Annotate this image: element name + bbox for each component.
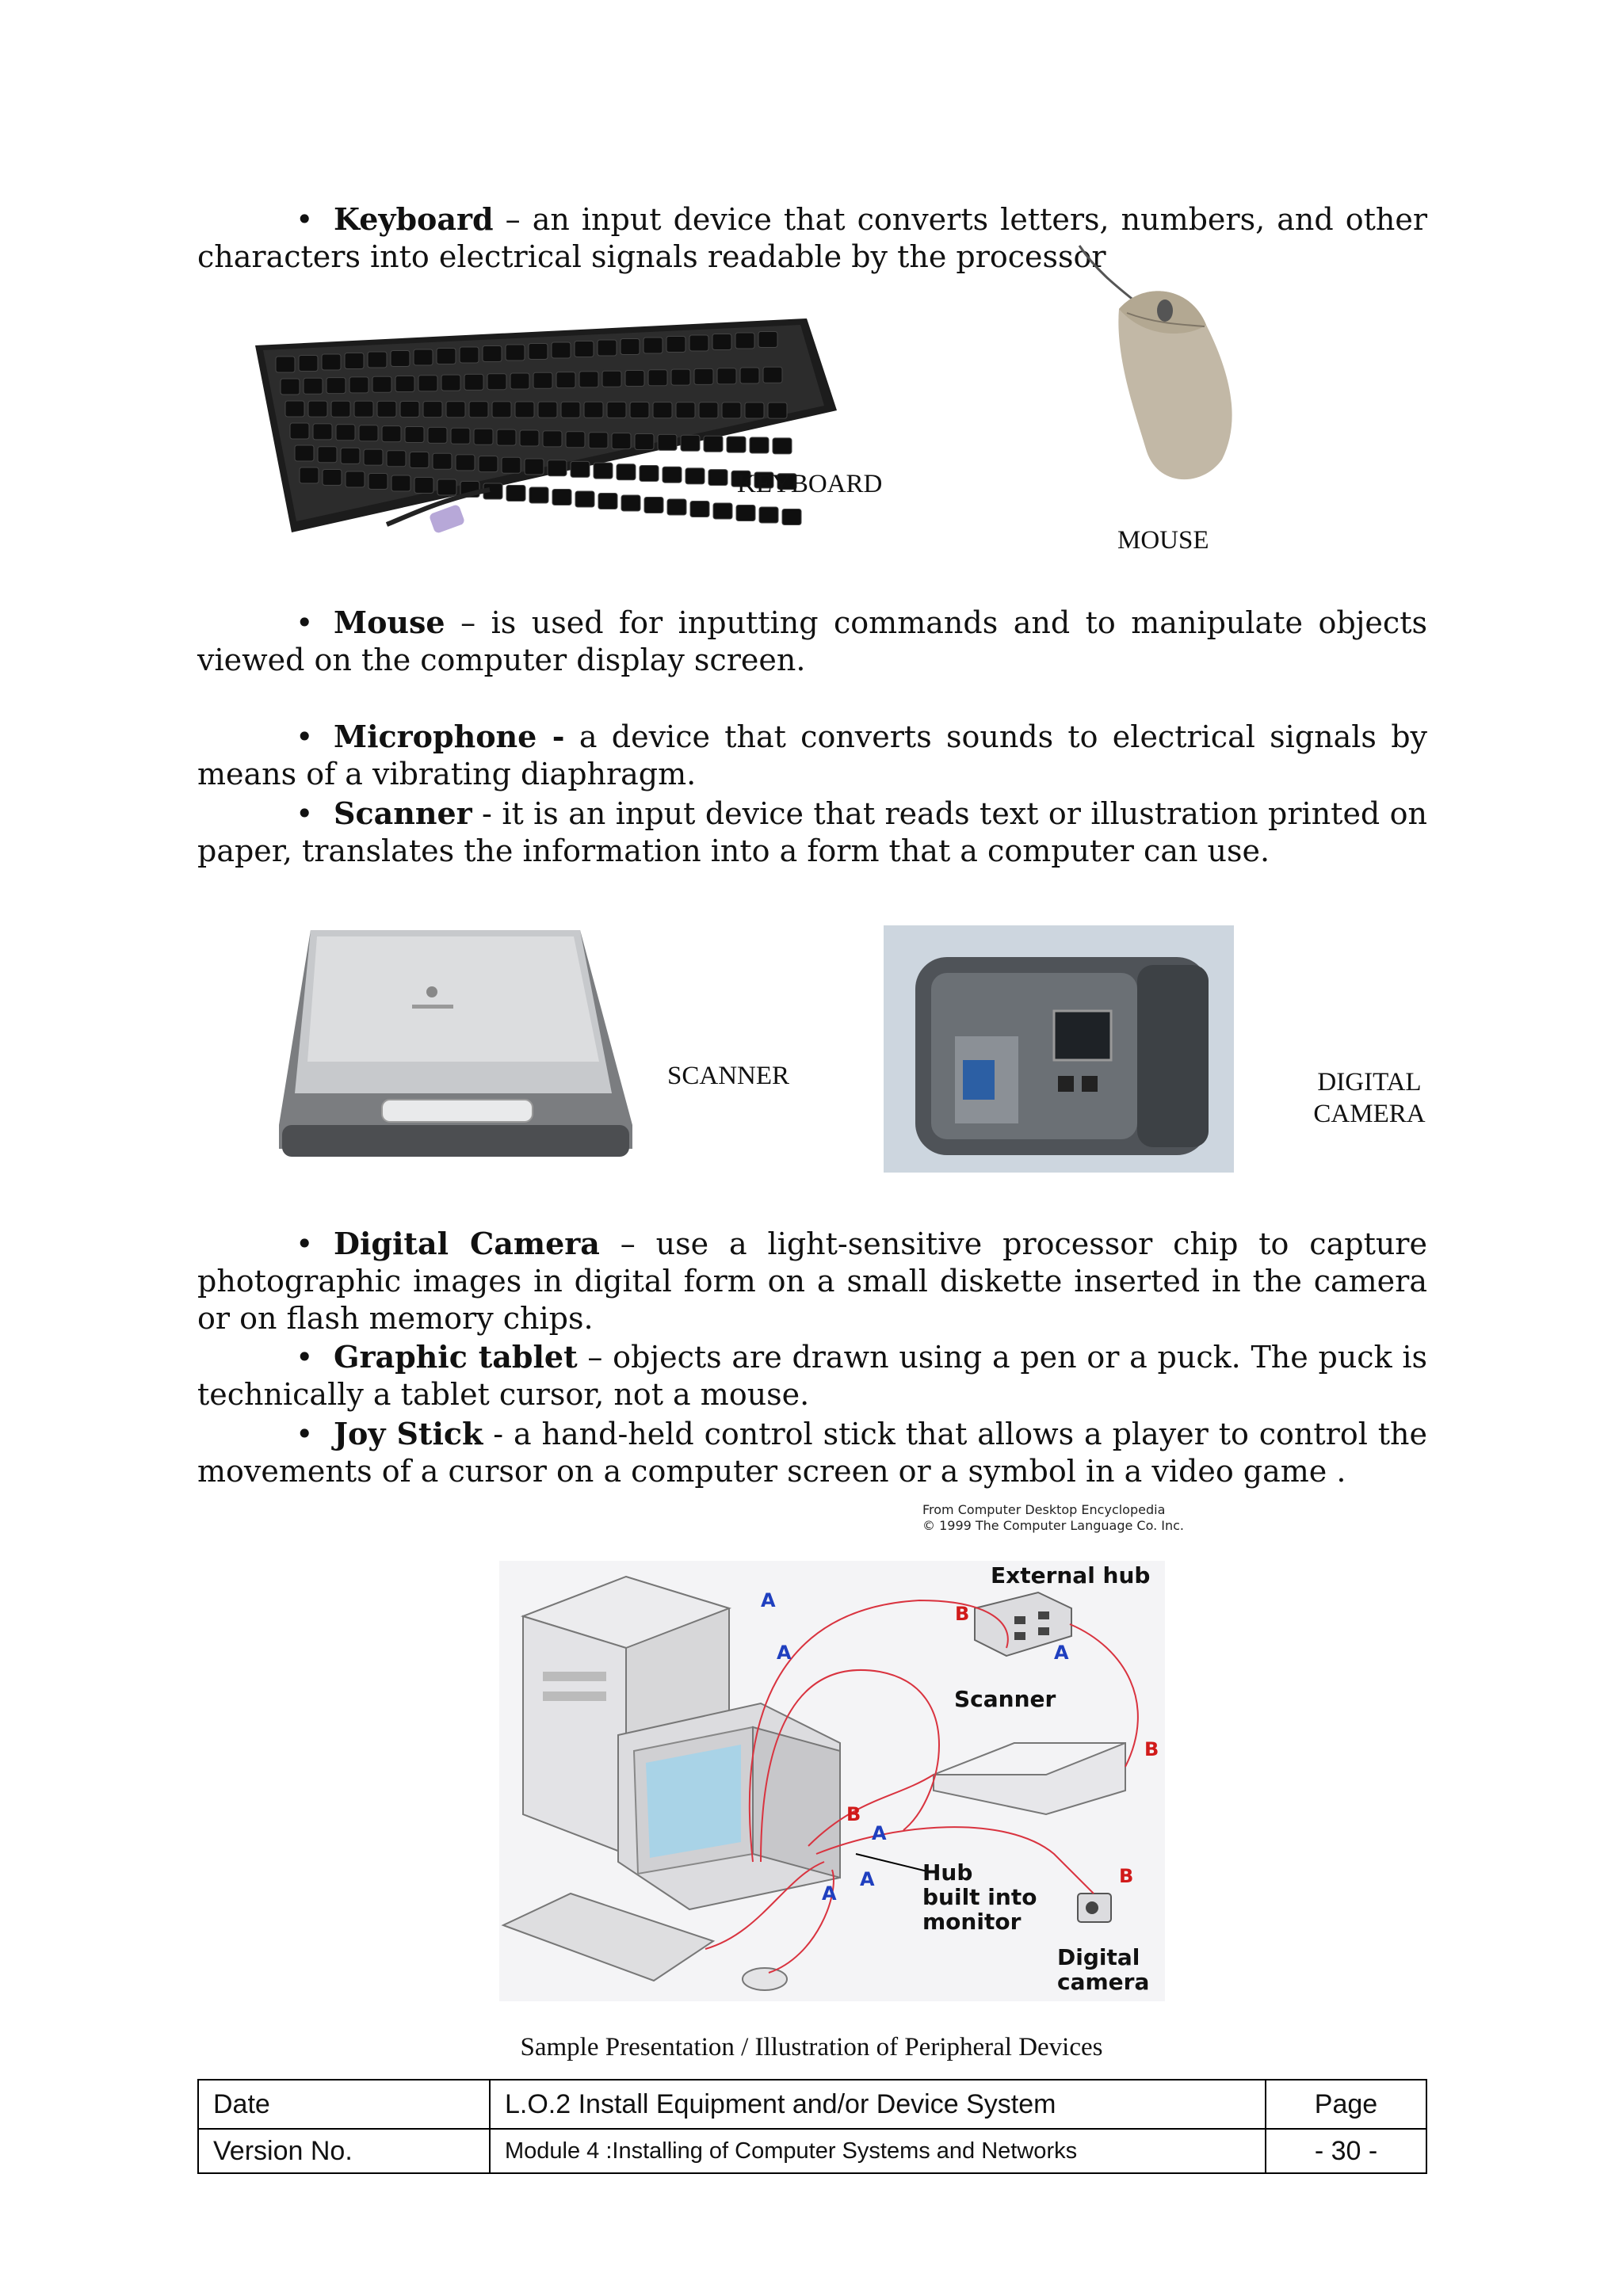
keyboard-key xyxy=(708,470,727,486)
hub-label-line2: built into xyxy=(922,1884,1037,1910)
keyboard-key xyxy=(418,376,437,391)
keyboard-caption: KEYBOARD xyxy=(737,470,883,498)
date-label: Date xyxy=(198,2080,490,2129)
graphic-tablet-paragraph xyxy=(197,1338,1427,1413)
keyboard-key xyxy=(354,401,373,417)
keyboard-key xyxy=(736,505,755,521)
hub-label-line1: Hub xyxy=(922,1859,973,1886)
mouse-description: is used for inputting commands and to manipulate objects viewed on the computer display screen. xyxy=(197,605,1427,677)
keyboard-key xyxy=(763,367,782,383)
bullet-icon: • xyxy=(296,1340,314,1375)
scanner-image xyxy=(279,927,632,1161)
scanner-term: Scanner xyxy=(334,795,472,831)
keyboard-key xyxy=(515,402,534,418)
keyboard-description: an input device that converts letters, numbers, and other characters into electrical signals readable by the processor xyxy=(197,202,1427,274)
digital-camera-label-line1: Digital xyxy=(1057,1944,1140,1970)
digital-camera-term: Digital Camera xyxy=(334,1226,600,1261)
microphone-term: Microphone - xyxy=(334,719,565,754)
keyboard-key xyxy=(391,351,410,367)
keyboard-key xyxy=(635,434,654,450)
bullet-icon: • xyxy=(296,1226,314,1261)
mouse-image xyxy=(1071,238,1285,491)
diagram-credit-line1: From Computer Desktop Encyclopedia xyxy=(922,1502,1166,1517)
keyboard-key xyxy=(331,401,350,417)
joystick-paragraph xyxy=(197,1415,1427,1490)
keyboard-key xyxy=(648,370,667,386)
scanner-paragraph xyxy=(197,795,1427,870)
microphone-paragraph xyxy=(197,718,1427,793)
keyboard-key xyxy=(529,344,548,360)
port-b-label: B xyxy=(1119,1865,1134,1887)
port-a-label: A xyxy=(822,1882,837,1905)
keyboard-key xyxy=(571,461,590,477)
keyboard-key xyxy=(341,448,360,463)
digital-camera-caption xyxy=(1300,1066,1439,1130)
keyboard-term: Keyboard xyxy=(334,201,494,237)
keyboard-key xyxy=(556,372,575,388)
keyboard-key xyxy=(782,509,801,525)
keyboard-key xyxy=(437,349,456,364)
separator: - xyxy=(483,1417,514,1451)
digital-camera-label-line2: camera xyxy=(1057,1969,1150,1995)
microphone-description: a device that converts sounds to electrical signals by means of a vibrating diaphragm. xyxy=(197,719,1427,791)
keyboard-key xyxy=(750,437,769,453)
digital-camera-caption-line1: DIGITAL xyxy=(1317,1068,1422,1097)
joystick-description: a hand-held control stick that allows a player to control the movements of a cursor on a computer screen or a symbol in a video game . xyxy=(197,1417,1427,1489)
keyboard-key xyxy=(607,402,626,418)
keyboard-key xyxy=(722,402,741,418)
separator: - xyxy=(472,796,502,831)
keyboard-key xyxy=(598,494,617,509)
keyboard-key xyxy=(575,341,594,357)
keyboard-key xyxy=(561,402,580,418)
lo-title: L.O.2 Install Equipment and/or Device System xyxy=(490,2080,1266,2129)
keyboard-key xyxy=(364,449,383,465)
keyboard-key xyxy=(369,474,388,490)
digital-camera-paragraph xyxy=(197,1225,1427,1337)
diagram-credit xyxy=(922,1502,1184,1534)
keyboard-key xyxy=(566,432,585,448)
keyboard-key xyxy=(414,349,433,365)
bullet-icon: • xyxy=(296,202,314,237)
keyboard-key xyxy=(630,402,649,418)
keyboard-key xyxy=(552,490,571,505)
keyboard-key xyxy=(483,346,502,362)
keyboard-key xyxy=(621,339,640,355)
keyboard-key xyxy=(295,445,314,461)
keyboard-key xyxy=(773,438,792,454)
keyboard-key xyxy=(713,503,732,519)
keyboard-key xyxy=(520,430,539,446)
keyboard-key xyxy=(299,356,318,372)
keyboard-key xyxy=(548,460,567,476)
keyboard-key xyxy=(437,479,456,495)
keyboard-key xyxy=(533,372,552,388)
digital-camera-description: use a light-sensitive processor chip to capture photographic images in digital form on a small diskette inserted in the camera or on flash memory chips. xyxy=(197,1226,1427,1336)
keyboard-key xyxy=(768,402,787,418)
version-label: Version No. xyxy=(198,2129,490,2173)
keyboard-key xyxy=(640,466,659,482)
port-b-label: B xyxy=(846,1803,861,1825)
graphic-tablet-description: objects are drawn using a pen or a puck. The puck is technically a tablet cursor, not a mouse. xyxy=(197,1340,1427,1412)
separator xyxy=(565,719,579,754)
keyboard-key xyxy=(308,401,327,417)
digital-camera-image xyxy=(884,925,1234,1173)
external-hub-label: External hub xyxy=(991,1562,1151,1589)
keyboard-image xyxy=(252,301,838,539)
keyboard-key xyxy=(538,402,557,418)
bullet-icon: • xyxy=(296,605,314,640)
keyboard-key xyxy=(712,334,731,350)
keyboard-key xyxy=(346,471,365,487)
keyboard-key xyxy=(758,332,777,348)
separator: – xyxy=(577,1340,613,1375)
keyboard-key xyxy=(621,495,640,511)
keyboard-key xyxy=(643,338,663,353)
keyboard-key xyxy=(510,373,529,389)
port-b-label: B xyxy=(955,1603,970,1625)
keyboard-key xyxy=(410,452,429,468)
separator: – xyxy=(599,1226,656,1261)
keyboard-key xyxy=(699,402,718,418)
module-title: Module 4 :Installing of Computer Systems and Networks xyxy=(490,2129,1266,2173)
keyboard-key xyxy=(313,424,332,440)
keyboard-key xyxy=(456,455,475,471)
keyboard-key xyxy=(666,337,685,353)
keyboard-key xyxy=(433,453,452,469)
bullet-icon: • xyxy=(296,796,314,831)
port-a-label: A xyxy=(777,1642,792,1664)
keyboard-key xyxy=(667,499,686,515)
keyboard-key xyxy=(300,467,319,483)
keyboard-key xyxy=(653,402,672,418)
keyboard-key xyxy=(377,401,396,417)
port-a-label: A xyxy=(1054,1642,1069,1664)
keyboard-key xyxy=(387,451,406,467)
keyboard-key xyxy=(552,342,571,358)
scanner-label: Scanner xyxy=(954,1686,1056,1712)
keyboard-key xyxy=(671,369,690,385)
keyboard-key xyxy=(382,426,401,442)
keyboard-key xyxy=(405,427,424,443)
keyboard-key xyxy=(451,428,470,444)
keyboard-key xyxy=(322,354,341,370)
keyboard-key xyxy=(543,431,562,447)
keyboard-key xyxy=(579,372,598,387)
keyboard-key xyxy=(594,463,613,479)
keyboard-key xyxy=(745,402,764,418)
keyboard-key xyxy=(492,402,511,418)
mouse-term: Mouse xyxy=(334,605,445,640)
keyboard-key xyxy=(717,368,736,384)
keyboard-key xyxy=(658,434,677,450)
keyboard-key xyxy=(423,402,442,418)
keyboard-key xyxy=(395,376,414,392)
bullet-icon: • xyxy=(296,1417,314,1451)
keyboard-key xyxy=(285,401,304,417)
keyboard-key xyxy=(349,377,369,393)
keyboard-key xyxy=(676,402,695,418)
separator: – xyxy=(445,605,491,640)
hub-label-line3: monitor xyxy=(922,1909,1022,1935)
keyboard-key xyxy=(525,459,544,475)
page-number: - 30 - xyxy=(1266,2129,1426,2173)
keyboard-key xyxy=(469,402,488,418)
keyboard-key xyxy=(464,374,483,390)
keyboard-key xyxy=(400,402,419,418)
port-a-label: A xyxy=(761,1589,776,1611)
keyboard-key xyxy=(502,457,521,473)
mouse-paragraph xyxy=(197,604,1427,679)
diagram-caption: Sample Presentation / Illustration of Peripheral Devices xyxy=(520,2033,1103,2061)
joystick-term: Joy Stick xyxy=(334,1416,483,1451)
keyboard-key xyxy=(446,402,465,418)
keyboard-key xyxy=(345,353,364,369)
keyboard-key xyxy=(617,464,636,480)
keyboard-key xyxy=(735,333,754,349)
keyboard-key xyxy=(690,502,709,517)
keyboard-key xyxy=(727,437,746,452)
graphic-tablet-term: Graphic tablet xyxy=(334,1339,578,1375)
keyboard-key xyxy=(368,352,387,368)
keyboard-key xyxy=(644,498,663,513)
keyboard-key xyxy=(584,402,603,418)
keyboard-key xyxy=(589,433,608,448)
page-label: Page xyxy=(1266,2080,1426,2129)
keyboard-key xyxy=(759,507,778,523)
keyboard-key xyxy=(290,423,309,439)
page-footer-table xyxy=(197,2079,1427,2174)
keyboard-key xyxy=(372,376,391,392)
keyboard-key xyxy=(479,456,498,472)
peripheral-diagram xyxy=(499,1561,1165,2001)
keyboard-key xyxy=(323,470,342,486)
keyboard-key xyxy=(276,357,295,372)
keyboard-key xyxy=(497,429,516,445)
keyboard-key xyxy=(460,347,479,363)
keyboard-key xyxy=(685,468,705,484)
keyboard-key xyxy=(689,335,708,351)
keyboard-key xyxy=(281,379,300,395)
keyboard-key xyxy=(441,375,460,391)
separator: – xyxy=(493,202,533,237)
keyboard-key xyxy=(575,491,594,507)
keyboard-key xyxy=(612,433,631,449)
keyboard-key xyxy=(704,436,723,452)
keyboard-key xyxy=(681,435,700,451)
keyboard-key xyxy=(359,425,378,441)
digital-camera-caption-line2: CAMERA xyxy=(1313,1100,1426,1128)
scanner-description: it is an input device that reads text or illustration printed on paper, translates the information into a form that a computer can use. xyxy=(197,796,1428,868)
keyboard-key xyxy=(327,378,346,394)
keyboard-key xyxy=(414,478,433,494)
bullet-icon: • xyxy=(296,719,314,754)
keyboard-key xyxy=(663,467,682,482)
keyboard-key xyxy=(694,368,713,384)
keyboard-key xyxy=(602,371,621,387)
keyboard-key xyxy=(391,475,411,491)
keyboard-key xyxy=(506,486,525,502)
keyboard-key xyxy=(598,340,617,356)
keyboard-key xyxy=(474,429,493,444)
keyboard-key xyxy=(304,378,323,394)
scanner-caption: SCANNER xyxy=(667,1062,790,1090)
port-a-label: A xyxy=(872,1822,887,1844)
keyboard-key xyxy=(336,425,355,441)
keyboard-key xyxy=(625,371,644,387)
keyboard-key xyxy=(318,447,337,463)
keyboard-key xyxy=(740,368,759,383)
diagram-credit-line2: © 1999 The Computer Language Co. Inc. xyxy=(922,1518,1184,1533)
port-b-label: B xyxy=(1144,1738,1159,1760)
keyboard-key xyxy=(506,345,525,360)
port-a-label: A xyxy=(860,1868,875,1890)
mouse-caption: MOUSE xyxy=(1117,526,1209,555)
keyboard-key xyxy=(487,374,506,390)
keyboard-key xyxy=(428,427,447,443)
keyboard-key xyxy=(529,487,548,503)
